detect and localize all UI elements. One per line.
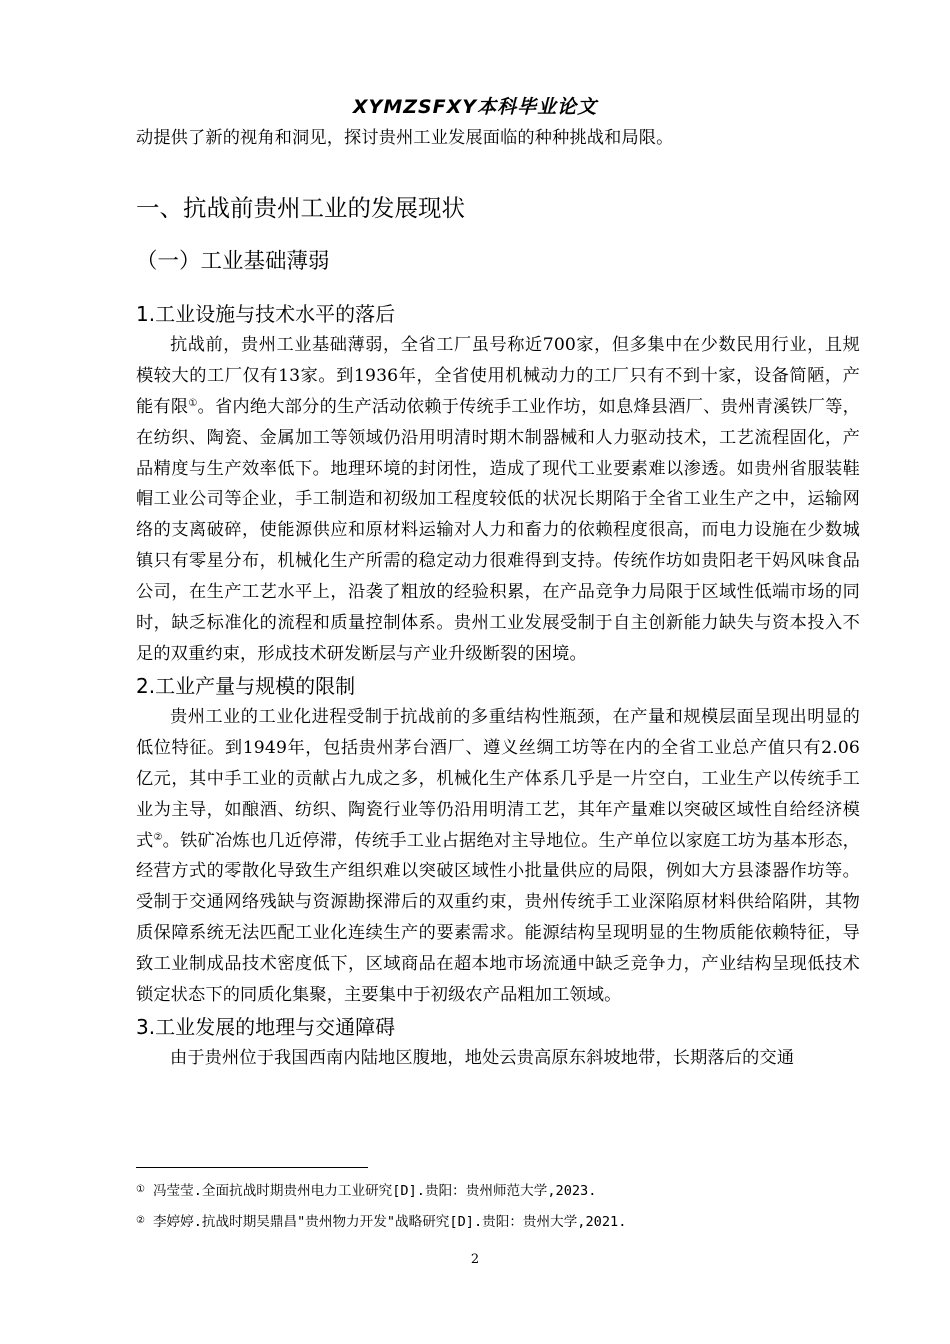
paragraph-text: 。铁矿冶炼也几近停滞，传统手工业占据绝对主导地位。生产单位以家庭工坊为基本形态，经营方式的零散化导致生产组织难以突破区域性小批量供应的局限，例如大方县漆器作坊等。受制于交通网络残缺与资源勘探滞后的双重约束，贵州传统手工业深陷原材料供给陷阱，其物质保障系统无法匹配工业化连续生产的要素需求。能源结构呈现明显的生物质能依赖特征，导致工业制成品技术密度低下，区域商品在超本地市场流通中缺乏竞争力，产业结构呈现低技术锁定状态下的同质化集聚，主要集中于初级农产品粗加工领域。 xyxy=(136,830,860,1006)
footnote-1 xyxy=(136,1180,860,1201)
topic-heading-1: 1.工业设施与技术水平的落后 xyxy=(136,301,396,326)
paragraph-text: 贵州工业的工业化进程受制于抗战前的多重结构性瓶颈，在产量和规模层面呈现出明显的低位特征。到1949年，包括贵州茅台酒厂、遵义丝绸工坊等在内的全省工业总产值只有2.06亿元，其中手工业的贡献占九成之多，机械化生产体系几乎是一片空白，工业生产以传统手工业为主导，如酿酒、纺织、陶瓷行业等仍沿用明清工艺，其年产量难以突破区域性自给经济模式 xyxy=(136,706,860,851)
footnote-reference-1[interactable]: ① xyxy=(188,397,198,409)
paragraph-topic-2 xyxy=(136,702,860,1011)
section-heading: 一、抗战前贵州工业的发展现状 xyxy=(136,193,465,222)
paragraph-topic-1 xyxy=(136,330,860,670)
footnote-separator xyxy=(136,1167,368,1168)
page-body xyxy=(136,123,860,1074)
footnote-mark: ② xyxy=(136,1215,145,1226)
footnote-reference-2[interactable]: ② xyxy=(153,831,163,843)
paragraph-text: 抗战前，贵州工业基础薄弱，全省工厂虽号称近700家，但多集中在少数民用行业，且规模较大的工厂仅有13家。到1936年，全省使用机械动力的工厂只有不到十家，设备简陋，产能有限 xyxy=(136,334,860,417)
footnote-mark: ① xyxy=(136,1184,145,1195)
topic-heading-3: 3.工业发展的地理与交通障碍 xyxy=(136,1014,396,1039)
paragraph-intro-continuation: 动提供了新的视角和洞见，探讨贵州工业发展面临的种种挑战和局限。 xyxy=(136,128,674,148)
paragraph-text: 。省内绝大部分的生产活动依赖于传统手工业作坊，如息烽县酒厂、贵州青溪铁厂等，在纺织、陶瓷、金属加工等领域仍沿用明清时期木制器械和人力驱动技术，工艺流程固化，产品精度与生产效率低下。地理环境的封闭性，造成了现代工业要素难以渗透。如贵州省服装鞋帽工业公司等企业，手工制造和初级加工程度较低的状况长期陷于全省工业生产之中，运输网络的支离破碎，使能源供应和原材料运输对人力和畜力的依赖程度很高，而电力设施在少数城镇只有零星分布，机械化生产所需的稳定动力很难得到支持。传统作坊如贵阳老干妈风味食品公司，在生产工艺水平上，沿袭了粗放的经验积累，在产品竞争力局限于区域性低端市场的同时，缺乏标准化的流程和质量控制体系。贵州工业发展受制于自主创新能力缺失与资本投入不足的双重约束，形成技术研发断层与产业升级断裂的困境。 xyxy=(136,396,860,664)
footnote-text: 冯莹莹.全面抗战时期贵州电力工业研究[D].贵阳：贵州师范大学,2023. xyxy=(152,1183,597,1199)
footnote-2 xyxy=(136,1211,860,1232)
running-header-title: XYMZSFXY本科毕业论文 xyxy=(352,96,598,118)
subsection-heading: （一）工业基础薄弱 xyxy=(136,248,330,274)
footnote-text: 李婷婷.抗战时期吴鼎昌"贵州物力开发"战略研究[D].贵阳：贵州大学,2021. xyxy=(152,1214,627,1230)
page-number: 2 xyxy=(470,1252,480,1267)
topic-heading-2: 2.工业产量与规模的限制 xyxy=(136,673,356,698)
paragraph-topic-3: 由于贵州位于我国西南内陆地区腹地，地处云贵高原东斜坡地带，长期落后的交通 xyxy=(170,1047,795,1068)
